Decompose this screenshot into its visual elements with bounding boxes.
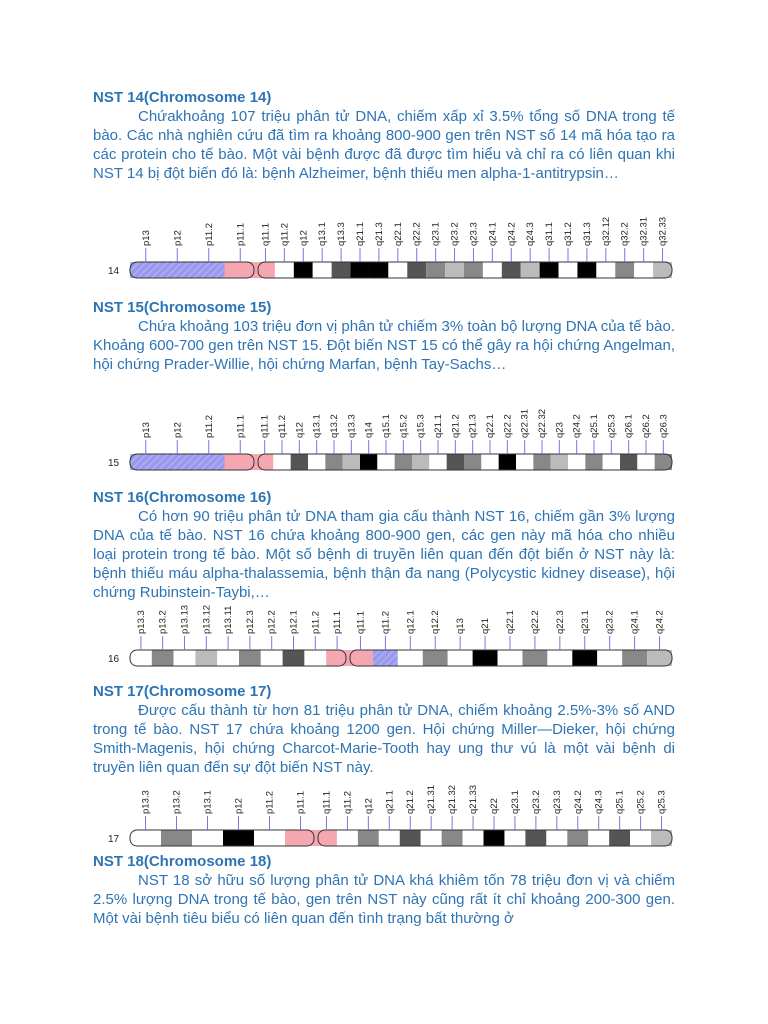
band-label: q12.2 [430,610,442,634]
band-label: q15.3 [415,414,427,438]
band-label: p13.2 [171,790,183,814]
band-q12.2 [423,650,448,666]
band-p11.2 [193,454,225,470]
band-q31.3 [577,262,596,278]
section-heading: NST 14(Chromosome 14) [93,89,272,106]
band-label: q24.3 [593,790,605,814]
band-label: q21.33 [468,784,480,814]
band-label: q13.2 [329,414,340,438]
band-label: q25.3 [606,414,618,438]
band-label: q25.1 [589,414,600,438]
chromosome-number-label: 17 [108,834,120,845]
band-group [130,454,672,470]
band-q13.2 [325,454,342,470]
band-q26.3 [655,454,672,470]
chromosome-number-label: 14 [108,266,120,277]
band-label: q32.12 [600,216,612,246]
band-p11.2 [254,830,285,846]
section-chromosome-14 [93,88,675,183]
band-p12.2 [261,650,283,666]
band-label: q22.32 [537,408,548,438]
band-q15.3 [412,454,429,470]
band-q15.1 [377,454,394,470]
band-label: q32.2 [619,222,631,246]
ideogram-svg [108,596,678,674]
section-heading: NST 18(Chromosome 18) [93,853,272,870]
ideogram-chromosome-17 [108,776,678,850]
band-q21.3 [369,262,388,278]
band-p11.2 [193,262,225,278]
section-body: Được cấu thành từ hơn 81 triệu phân tử DNA, chiếm khoảng 2.5%-3% số AND trong tế bào. NST 17 chứa khoảng 1200 gen. Hội chứng Miller—Dieker, hội chứng Smith-Magenis, hội chứng Charcot-Marie-Tooth hay ung thư vú là một vài bệnh di truyền liên quan đến sự đột biến NST này. [93,702,675,776]
band-label: p12 [172,422,184,438]
band-label: q23.3 [468,222,480,246]
band-q23.2 [445,262,464,278]
band-label: q32.33 [657,216,669,246]
band-p13.11 [217,650,239,666]
band-q11.1 [256,454,273,470]
band-p12 [223,830,254,846]
band-p13.2 [161,830,192,846]
band-q24.2 [568,454,585,470]
band-label: q25.1 [614,790,626,814]
band-label: q31.1 [544,222,556,246]
band-label: q13.3 [346,414,358,438]
band-label: q22.1 [505,610,516,634]
band-q32.33 [653,262,672,278]
band-label: q13.1 [311,414,323,438]
section-body: NST 18 sở hữu số lượng phân tử DNA khá khiêm tốn 78 triệu đơn vị và chiếm 2.5% lượng DNA trong tế bào, gen trên NST này cũng rất ít chỉ khoảng 200-300 gen. Một vài bệnh tiêu biểu có liên quan đến tình trạng bất thường ở [93,872,675,927]
band-q25.2 [630,830,651,846]
band-label: q23.2 [449,222,461,246]
band-label: p11.1 [332,610,344,634]
band-q31.2 [559,262,578,278]
band-q11.2 [373,650,398,666]
band-q26.1 [620,454,637,470]
band-label: q11.2 [277,414,288,438]
band-q22 [484,830,505,846]
band-q21.2 [400,830,421,846]
band-q24.3 [521,262,540,278]
band-q21 [473,650,498,666]
band-label: p12.3 [244,610,256,634]
band-label: q22 [489,798,500,814]
band-label: q24.2 [572,790,584,814]
section-heading: NST 16(Chromosome 16) [93,489,272,506]
band-label: q25.2 [635,790,647,814]
band-q13 [448,650,473,666]
band-label: q31.3 [581,222,593,246]
band-label: q15.2 [398,414,410,438]
band-label: q32.31 [638,216,650,246]
band-label: q11.1 [260,222,272,246]
band-label: q22.31 [519,408,531,438]
band-q23 [551,454,568,470]
band-label: p11.2 [264,790,276,814]
band-q22.1 [481,454,498,470]
band-label: q11.1 [355,610,367,634]
band-label: q21.2 [450,414,462,438]
band-label: p12.2 [266,610,278,634]
band-q22.2 [499,454,516,470]
band-label: p13.3 [135,610,147,634]
section-chromosome-17 [93,682,675,777]
band-p13.3 [130,830,161,846]
section-chromosome-16 [93,488,675,602]
band-label: q11.2 [279,222,291,246]
band-q14 [360,454,377,470]
band-label: q26.3 [658,414,670,438]
band-label: q22.1 [485,414,496,438]
band-label: p12 [233,798,245,814]
band-p13.3 [130,650,152,666]
band-label: q21.31 [426,784,438,814]
ideogram-chromosome-15 [108,400,678,474]
band-label: q13 [455,618,467,634]
band-q12 [358,830,379,846]
band-group [130,650,672,666]
band-label: p13.3 [140,790,152,814]
band-label: q12.1 [405,610,417,634]
band-label: q22.2 [529,610,541,634]
band-q22.1 [498,650,523,666]
band-q22.3 [547,650,572,666]
band-label: q24.2 [571,414,583,438]
band-label: q13.1 [317,222,329,246]
band-q25.3 [651,830,672,846]
band-q23.1 [504,830,525,846]
section-chromosome-18 [93,852,675,928]
band-label: q23.1 [579,610,591,634]
band-q21.1 [379,830,400,846]
band-label: p11.2 [310,610,322,634]
ideogram-chromosome-16 [108,596,678,674]
band-q24.1 [622,650,647,666]
band-label: q22.2 [411,222,423,246]
band-p13.13 [174,650,196,666]
band-q13.1 [313,262,332,278]
band-q22.2 [522,650,547,666]
band-label: q21.1 [384,790,396,814]
band-p12.1 [283,650,305,666]
band-q12 [294,262,313,278]
band-label: p13 [140,230,152,246]
band-label: q23.2 [604,610,616,634]
band-group [130,262,672,278]
band-label: p11.2 [203,414,215,438]
band-q21.32 [442,830,463,846]
band-p13.2 [152,650,174,666]
band-q23.3 [464,262,483,278]
band-q24.2 [502,262,521,278]
band-q11.2 [275,262,294,278]
band-label: p13.12 [201,604,213,634]
band-p13.12 [195,650,217,666]
band-q22.32 [533,454,550,470]
band-q11.2 [273,454,290,470]
band-q26.2 [637,454,654,470]
band-q21.3 [464,454,481,470]
band-label: p13.11 [223,605,235,634]
ideogram-chromosome-14 [108,208,678,282]
band-q13.1 [308,454,325,470]
ideogram-svg [108,400,678,474]
band-label: q23.3 [551,790,563,814]
chromosome-number-label: 15 [108,458,120,469]
section-heading: NST 15(Chromosome 15) [93,299,272,316]
band-group [130,830,672,846]
band-label: q24.3 [525,222,537,246]
band-q12.1 [398,650,423,666]
band-label: q11.2 [380,610,392,634]
band-q23.1 [572,650,597,666]
band-label: p13.13 [179,604,191,634]
band-p12 [162,262,194,278]
band-label: q26.1 [623,414,635,438]
band-label: p13.2 [157,610,169,634]
band-label: q26.2 [641,414,652,438]
section-body: Chứa khoảng 103 triệu đơn vị phân tử chiếm 3% toàn bộ lượng DNA của tế bào. Khoảng 600-700 gen trên NST 15. Đột biến NST 15 có thể gây ra hội chứng Angelman, hội chứng Prader-Willie, hội chứng Marfan, bệnh Tay-Sachs… [93,318,675,373]
band-label: p12.1 [288,610,300,634]
band-label: q11.1 [259,414,271,438]
band-label: q12 [298,230,310,246]
band-label: q14 [363,422,375,438]
band-q22.31 [516,454,533,470]
band-p13 [130,454,162,470]
band-q23.2 [525,830,546,846]
band-q25.3 [603,454,620,470]
band-label: q21 [480,618,492,634]
band-q25.1 [585,454,602,470]
band-q32.2 [615,262,634,278]
band-q21.1 [351,262,370,278]
band-q32.12 [596,262,615,278]
section-body: Có hơn 90 triệu phân tử DNA tham gia cấu thành NST 16, chiếm gần 3% lượng DNA của tế bào. NST 16 chứa khoảng 800-900 gen, các gen này mã hóa cho nhiều loại protein trong tế bào. Một số bệnh di truyền liên quan đến đột biến ở NST này là: bệnh thiếu máu alpha-thalassemia, bệnh thận đa nang (Polycystic kidney disease), hội chứng Rubinstein-Taybi,… [93,508,675,601]
band-label: q24.1 [487,222,499,246]
band-label: q11.1 [321,790,333,814]
band-p13.1 [192,830,223,846]
band-q24.3 [588,830,609,846]
band-q22.1 [388,262,407,278]
band-q13.3 [343,454,360,470]
band-label: q24.2 [506,222,518,246]
band-label: p13.1 [202,790,214,814]
band-q11.2 [337,830,358,846]
band-label: q23.1 [509,790,521,814]
band-label: q21.2 [405,790,417,814]
band-label: q23.1 [430,222,442,246]
band-q22.2 [407,262,426,278]
band-label: q21.1 [433,414,444,438]
band-label: p11.1 [295,790,307,814]
ideogram-svg [108,208,678,282]
band-label: p11.1 [235,414,247,438]
band-label: q11.2 [342,790,354,814]
band-q15.2 [395,454,412,470]
band-label: q31.2 [563,222,574,246]
band-p11.1 [285,830,316,846]
band-label: q23 [554,422,566,438]
band-label: q12 [294,422,306,438]
band-q24.1 [483,262,502,278]
band-label: q24.1 [629,610,641,634]
band-q31.1 [540,262,559,278]
band-label: q13.3 [336,222,348,246]
section-body: Chứakhoảng 107 triệu phân tử DNA, chiếm xấp xỉ 3.5% tổng số DNA trong tế bào. Các nhà nghiên cứu đã tìm ra khoảng 800-900 gen trên NST số 14 mã hóa tạo ra các protein cho tế bào. Một vài bệnh được đã được tìm hiểu và chỉ ra có liên quan khi NST 14 bị đột biến đó là: bệnh Alzheimer, bệnh thiếu men alpha-1-antitrypsin… [93,108,675,182]
band-label: p11.2 [203,222,215,246]
band-label: q21.3 [467,414,479,438]
band-label: q23.2 [530,790,542,814]
band-label: q22.2 [502,414,514,438]
band-q21.31 [421,830,442,846]
band-label: q21.1 [355,222,366,246]
band-p12.3 [239,650,261,666]
band-p11.2 [304,650,326,666]
band-q23.3 [546,830,567,846]
ideogram-svg [108,776,678,850]
band-q24.2 [567,830,588,846]
band-label: q12 [363,798,375,814]
band-label: q15.1 [381,414,392,438]
band-q23.2 [597,650,622,666]
band-q23.1 [426,262,445,278]
section-heading: NST 17(Chromosome 17) [93,683,272,700]
band-label: p13 [140,422,152,438]
band-label: q25.3 [656,790,668,814]
chromosome-number-label: 16 [108,654,120,665]
band-q11.1 [256,262,275,278]
band-q21.2 [447,454,464,470]
band-q12 [291,454,308,470]
band-p11.1 [225,454,257,470]
band-p12 [162,454,194,470]
band-q24.2 [647,650,672,666]
band-q32.31 [634,262,653,278]
band-label: p12 [172,230,184,246]
band-p11.1 [225,262,257,278]
band-label: q24.2 [654,610,666,634]
band-q21.33 [463,830,484,846]
band-p13 [130,262,162,278]
band-q21.1 [429,454,446,470]
section-chromosome-15 [93,298,675,374]
band-label: q21.32 [447,784,459,814]
band-label: p11.1 [235,222,247,246]
band-label: q22.1 [392,222,404,246]
band-label: q21.3 [373,222,385,246]
band-q25.1 [609,830,630,846]
band-label: q22.3 [554,610,566,634]
band-q13.3 [332,262,351,278]
